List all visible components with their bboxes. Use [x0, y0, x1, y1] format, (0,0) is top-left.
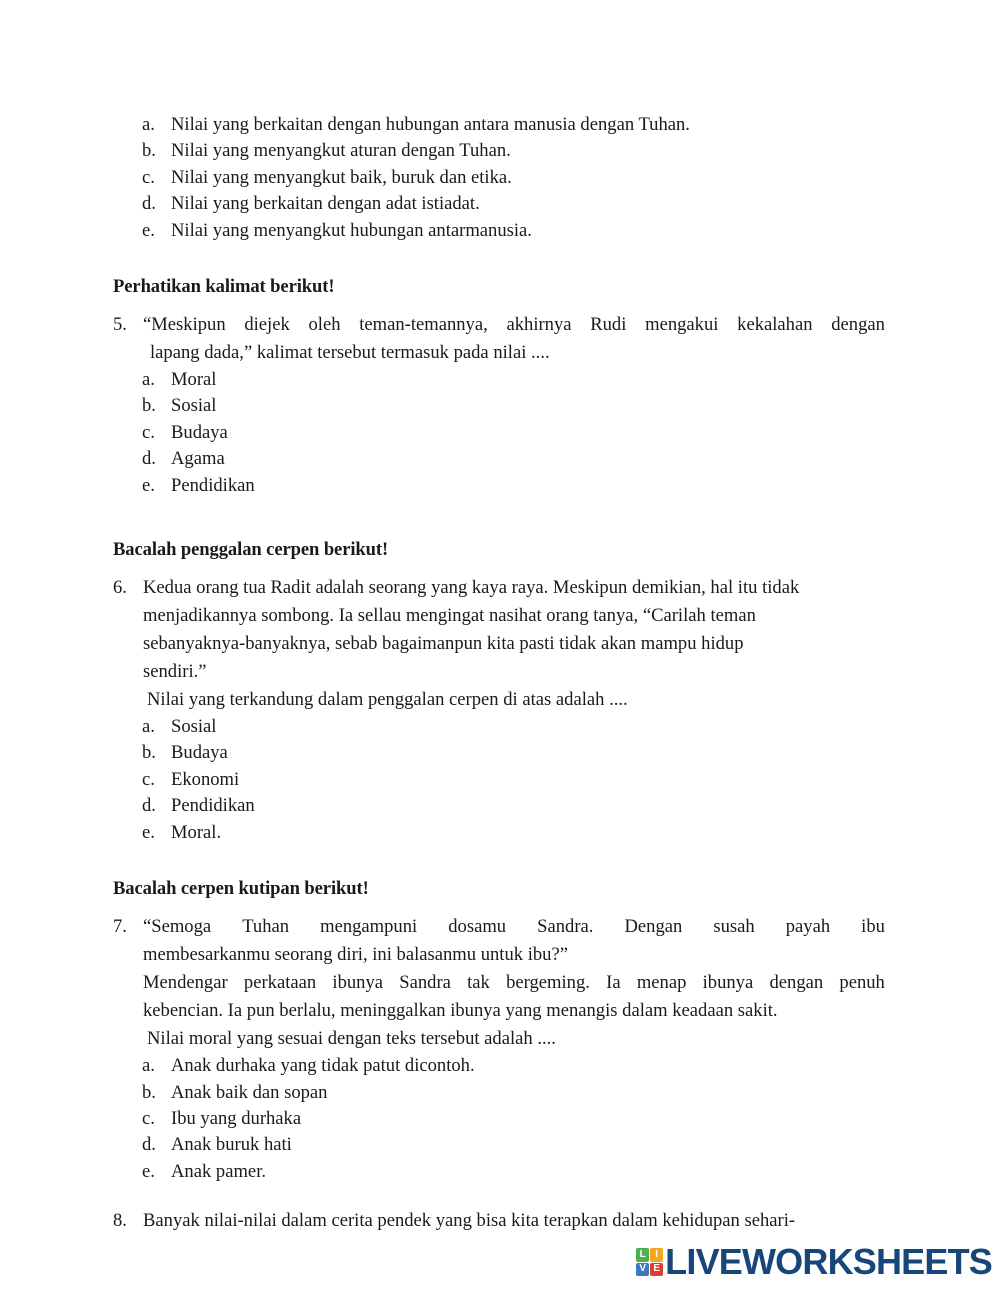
list-item[interactable]: [113, 367, 885, 393]
word: kekalahan: [737, 314, 813, 336]
option-text: Anak buruk hati: [171, 1134, 292, 1156]
option-text: Nilai yang menyangkut aturan dengan Tuhan.: [171, 140, 511, 162]
liveworksheets-logo-icon: [636, 1248, 663, 1276]
section-heading-5: Perhatikan kalimat berikut!: [113, 276, 335, 298]
word: bergeming.: [506, 972, 590, 994]
list-item[interactable]: [113, 112, 885, 138]
option-text: Budaya: [171, 421, 228, 443]
list-item[interactable]: [113, 218, 885, 244]
option-marker: c.: [142, 1107, 155, 1129]
question-body: [143, 311, 885, 367]
question-6-line-1: Kedua orang tua Radit adalah seorang yang kaya raya. Meskipun demikian, hal itu tidak: [143, 577, 800, 599]
q6-option-list: [113, 714, 885, 846]
question-8: [113, 1207, 885, 1235]
option-marker: a.: [142, 114, 155, 135]
word: dengan: [769, 972, 824, 994]
spacer: [113, 1185, 885, 1207]
option-text: Sosial: [171, 716, 217, 738]
question-number: 8.: [113, 1210, 127, 1232]
list-item[interactable]: [113, 820, 885, 846]
question-5: [113, 311, 885, 367]
question-7-line-4: kebencian. Ia pun berlalu, meninggalkan ibunya yang menangis dalam keadaan sakit.: [143, 1000, 778, 1022]
q4-option-list: [113, 112, 885, 244]
list-item[interactable]: [113, 1159, 885, 1185]
option-marker: b.: [142, 140, 156, 162]
liveworksheets-logo[interactable]: [636, 1240, 992, 1284]
question-body: Banyak nilai-nilai dalam cerita pendek yang bisa kita terapkan dalam kehidupan sehari-: [143, 1210, 796, 1232]
option-marker: c.: [142, 421, 155, 443]
q7-option-list: [113, 1053, 885, 1185]
word: akhirnya: [506, 314, 572, 336]
question-7: [113, 913, 885, 1053]
list-item[interactable]: [113, 793, 885, 819]
question-6: [113, 574, 885, 714]
list-item[interactable]: [113, 393, 885, 419]
word: “Meskipun: [143, 314, 226, 336]
question-7-line-1: [143, 913, 885, 941]
option-text: Moral.: [171, 821, 222, 843]
word: tak: [467, 972, 490, 994]
question-number: 5.: [113, 314, 127, 336]
spacer: [113, 499, 885, 537]
word: Sandra: [399, 972, 451, 994]
option-marker: a.: [142, 1055, 155, 1077]
option-marker: a.: [142, 369, 155, 391]
option-marker: b.: [142, 1081, 156, 1103]
word: dosamu: [448, 916, 507, 938]
option-marker: b.: [142, 395, 156, 417]
option-text: Ekonomi: [171, 768, 240, 790]
page-content: [113, 112, 885, 1235]
logo-cell-v: V: [636, 1263, 649, 1277]
option-text: Ibu yang durhaka: [171, 1107, 302, 1129]
list-item[interactable]: [113, 1053, 885, 1079]
liveworksheets-wordmark: LIVEWORKSHEETS: [665, 1241, 992, 1282]
list-item[interactable]: [113, 767, 885, 793]
word: dengan: [831, 314, 885, 336]
option-marker: a.: [142, 716, 155, 738]
word: menap: [636, 972, 687, 994]
option-marker: d.: [142, 193, 156, 215]
section-heading-6: Bacalah penggalan cerpen berikut!: [113, 539, 389, 561]
list-item[interactable]: [113, 165, 885, 191]
question-6-line-4: sendiri.”: [143, 661, 207, 683]
option-marker: e.: [142, 821, 155, 843]
question-5-line-2: lapang dada,” kalimat tersebut termasuk pada nilai ....: [150, 342, 550, 364]
list-item[interactable]: [113, 740, 885, 766]
word: “Semoga: [143, 916, 212, 938]
word: Ia: [606, 972, 621, 994]
word: ibunya: [702, 972, 754, 994]
word: penuh: [839, 972, 885, 994]
question-body: [143, 574, 885, 714]
word: diejek: [244, 314, 290, 336]
option-text: Anak baik dan sopan: [171, 1081, 328, 1103]
logo-cell-l: L: [636, 1248, 649, 1262]
option-marker: d.: [142, 448, 156, 470]
logo-cell-e: E: [650, 1263, 663, 1277]
question-7-prompt: Nilai moral yang sesuai dengan teks tersebut adalah ....: [147, 1028, 556, 1050]
list-item[interactable]: [113, 714, 885, 740]
question-5-line-1: [143, 311, 885, 339]
word: teman-temannya,: [359, 314, 488, 336]
option-text: Moral: [171, 369, 217, 391]
list-item[interactable]: [113, 446, 885, 472]
list-item[interactable]: [113, 473, 885, 499]
list-item[interactable]: [113, 420, 885, 446]
list-item[interactable]: [113, 1080, 885, 1106]
word: payah: [785, 916, 831, 938]
section-heading-7: Bacalah cerpen kutipan berikut!: [113, 878, 369, 900]
page-footer: [0, 1240, 1000, 1291]
option-text: Nilai yang menyangkut baik, buruk dan etika.: [171, 166, 512, 188]
word: Mendengar: [143, 972, 228, 994]
word: mengakui: [645, 314, 719, 336]
option-text: Sosial: [171, 395, 217, 417]
option-text: Nilai yang menyangkut hubungan antarmanusia.: [171, 219, 532, 241]
question-6-line-3: sebanyaknya-banyaknya, sebab bagaimanpun kita pasti tidak akan mampu hidup: [143, 633, 744, 655]
spacer: [113, 902, 885, 913]
question-number: 7.: [113, 916, 127, 938]
spacer: [113, 300, 885, 311]
question-6-prompt: Nilai yang terkandung dalam penggalan cerpen di atas adalah ....: [147, 689, 628, 711]
option-marker: b.: [142, 742, 156, 764]
list-item[interactable]: [113, 191, 885, 217]
question-number: 6.: [113, 577, 127, 599]
word: perkataan: [243, 972, 317, 994]
spacer: [113, 846, 885, 876]
word: mengampuni: [320, 916, 418, 938]
word: Dengan: [624, 916, 683, 938]
list-item[interactable]: [113, 1106, 885, 1132]
option-marker: d.: [142, 1134, 156, 1156]
spacer: [113, 563, 885, 574]
list-item[interactable]: [113, 138, 885, 164]
option-text: Budaya: [171, 742, 228, 764]
option-text: Anak durhaka yang tidak patut dicontoh.: [171, 1055, 475, 1077]
option-text: Nilai yang berkaitan dengan adat istiadat.: [171, 193, 480, 215]
option-text: Anak pamer.: [171, 1160, 267, 1182]
option-marker: e.: [142, 219, 155, 241]
option-text: Agama: [171, 448, 225, 470]
question-7-line-2: membesarkanmu seorang diri, ini balasanmu untuk ibu?”: [143, 944, 568, 966]
option-text: Nilai yang berkaitan dengan hubungan antara manusia dengan Tuhan.: [171, 114, 690, 135]
word: susah: [713, 916, 755, 938]
option-marker: e.: [142, 1160, 155, 1182]
option-marker: d.: [142, 795, 156, 817]
word: Sandra.: [537, 916, 594, 938]
question-6-line-2: menjadikannya sombong. Ia sellau mengingat nasihat orang tanya, “Carilah teman: [143, 605, 756, 627]
option-marker: c.: [142, 768, 155, 790]
word: oleh: [308, 314, 341, 336]
q5-option-list: [113, 367, 885, 499]
word: Rudi: [590, 314, 627, 336]
list-item[interactable]: [113, 1132, 885, 1158]
option-marker: c.: [142, 166, 155, 188]
word: ibu: [861, 916, 885, 938]
option-marker: e.: [142, 474, 155, 496]
question-7-line-3: [143, 969, 885, 997]
question-body: [143, 913, 885, 1053]
spacer: [113, 244, 885, 274]
word: Tuhan: [242, 916, 290, 938]
option-text: Pendidikan: [171, 795, 255, 817]
word: ibunya: [332, 972, 384, 994]
logo-cell-i: I: [650, 1248, 663, 1262]
option-text: Pendidikan: [171, 474, 255, 496]
